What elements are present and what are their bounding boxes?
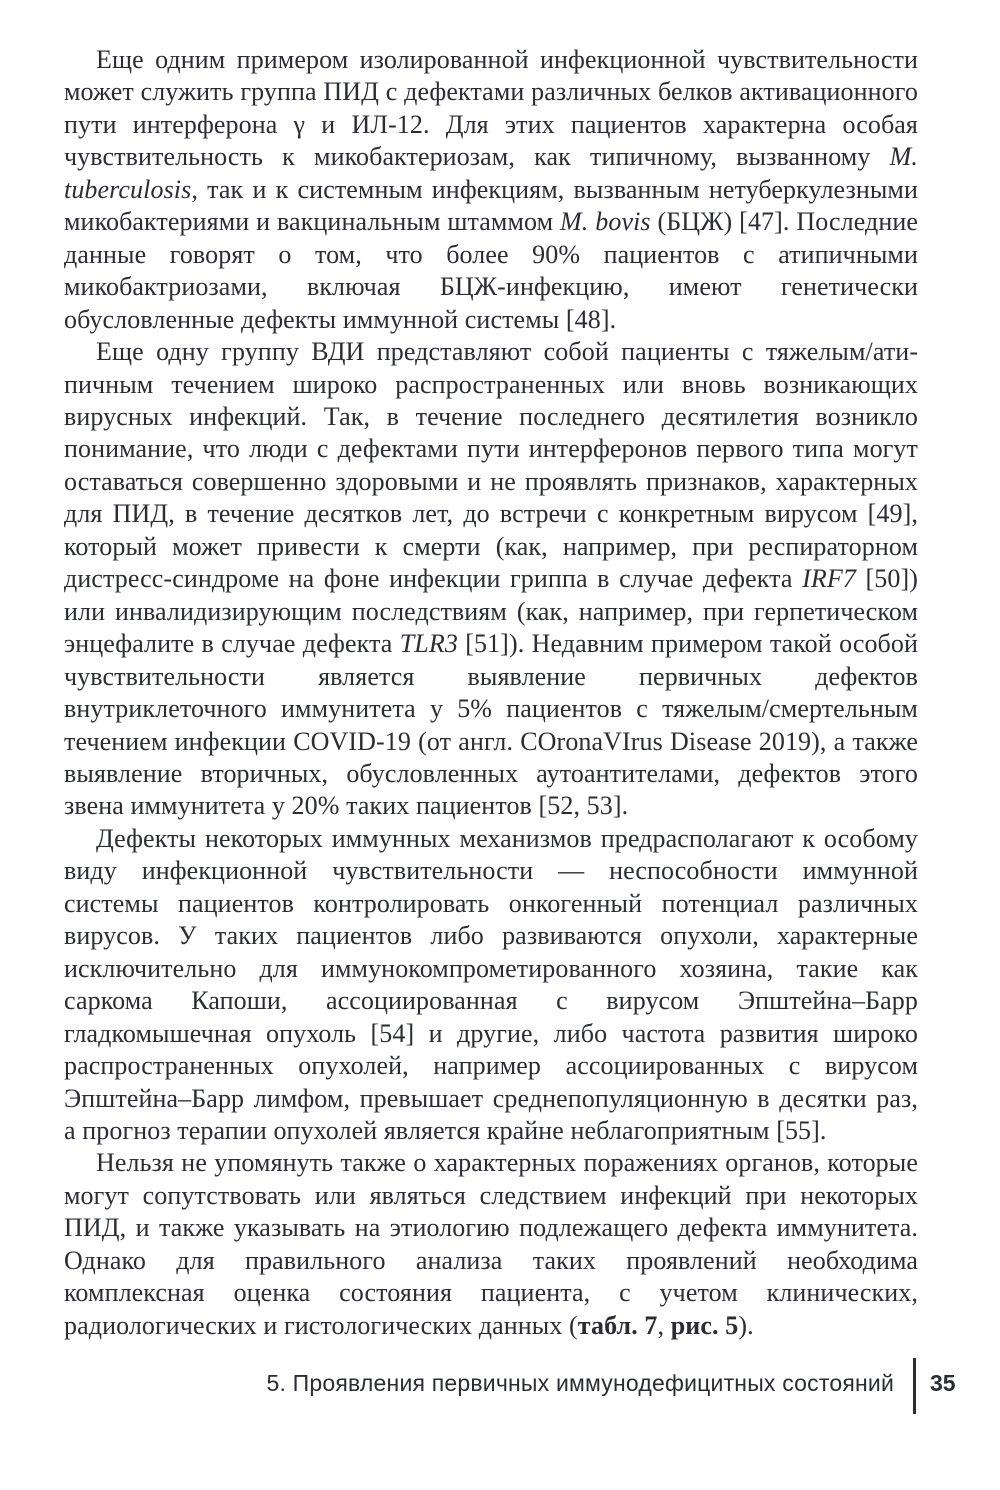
body-text <box>64 44 918 1342</box>
paragraph-3 <box>64 823 918 1148</box>
italic-run: IRF7 <box>802 564 856 594</box>
page-footer <box>0 1350 1000 1420</box>
paragraph-2 <box>64 336 918 823</box>
text-run: (БЦЖ) [47]. Последние данные говорят о том, что более 90% пациентов с атипичными микобактриозами, включая БЦЖ-инфекцию, имеют генетически обусловленные дефекты иммунной системы [48]. <box>64 207 918 334</box>
paragraph-4 <box>64 1147 918 1342</box>
running-chapter-title: 5. Проявления первичных иммунодефицитных состояний <box>266 1370 894 1396</box>
paragraph-1 <box>64 44 918 336</box>
table-reference: табл. 7 <box>577 1310 658 1340</box>
page-number: 35 <box>930 1370 956 1396</box>
text-run: Дефекты некоторых иммунных механизмов предрасполагают к особому виду инфекционной чувствительности — неспособности иммунной системы пациентов контролировать онкогенный потенциал различных вирусов. У таких пациентов либо развиваются опухоли, характерные исключительно для иммунокомпрометированного хозяина, такие как саркома Капоши, ассоциированная с вирусом Эпштейна–Барр гладкомышечная опухоль [54] и другие, либо частота развития широко распространенных опухолей, например ассоциированных с вирусом Эпштейна–Барр лимфом, превышает среднепопуляционную в десятки раз, а прогноз терапии опухолей является крайне неблагоприятным [55]. <box>64 823 918 1145</box>
footer-divider <box>913 1358 916 1414</box>
italic-run: M. tuberculosis, <box>64 142 918 204</box>
text-run: Нельзя не упомянуть также о характерных поражениях органов, которые могут сопутствовать или являться следствием инфекций при некоторых ПИД, и также указывать на этиологию подлежащего дефекта иммунитета. Однако для правильного анализа таких проявлений необходима комплексная оценка состояния пациента, с учетом клинических, радиологических и гистологических данных ( <box>64 1148 918 1340</box>
text-run: так и к системным инфекциям, вызванным нетуберкулезными микобактериями и вакцинальным штаммом <box>64 174 918 237</box>
italic-run: TLR3 <box>399 629 458 659</box>
text-run: [51]). Недавним примером такой особой чувствительности является выявление первичных дефектов внутриклеточного иммунитета у 5% пациентов с тяжелым/смертельным течением инфекции COVID-19 (от англ. COronaVIrus Disease 2019), а также выявление вторичных, обусловленных аутоантителами, дефектов этого звена иммунитета у 20% таких пациентов [52, 53]. <box>64 629 918 821</box>
figure-reference: рис. 5 <box>670 1310 739 1340</box>
text-run: ). <box>738 1310 754 1340</box>
italic-run: M. bovis <box>560 207 651 237</box>
text-run: Еще одну группу ВДИ представляют собой пациенты с тяжелым/атипичным течением широко распространенных или вновь возникающих вирусных инфекций. Так, в течение последнего десятилетия возникло понимание, что люди с дефектами пути интерферонов первого типа могут оставаться совершенно здоровыми и не проявлять признаков, характерных для ПИД, в течение десятков лет, до встречи с конкретным вирусом [49], который может привести к смерти (как, например, при респираторном дистресс-синдроме на фоне инфекции гриппа в случае дефекта <box>64 337 918 594</box>
text-run: , <box>657 1310 671 1340</box>
text-run: Еще одним примером изолированной инфекционной чувствительности может служить группа ПИД с дефектами различных белков активационного пути интерферона γ и ИЛ-12. Для этих пациентов характерна особая чувствительность к микобактериозам, как типичному, вызванному <box>64 45 918 172</box>
text-run: [50]) или инвалидизирующим последствиям (как, например, при герпетическом энцефалите в случае дефекта <box>64 564 918 659</box>
